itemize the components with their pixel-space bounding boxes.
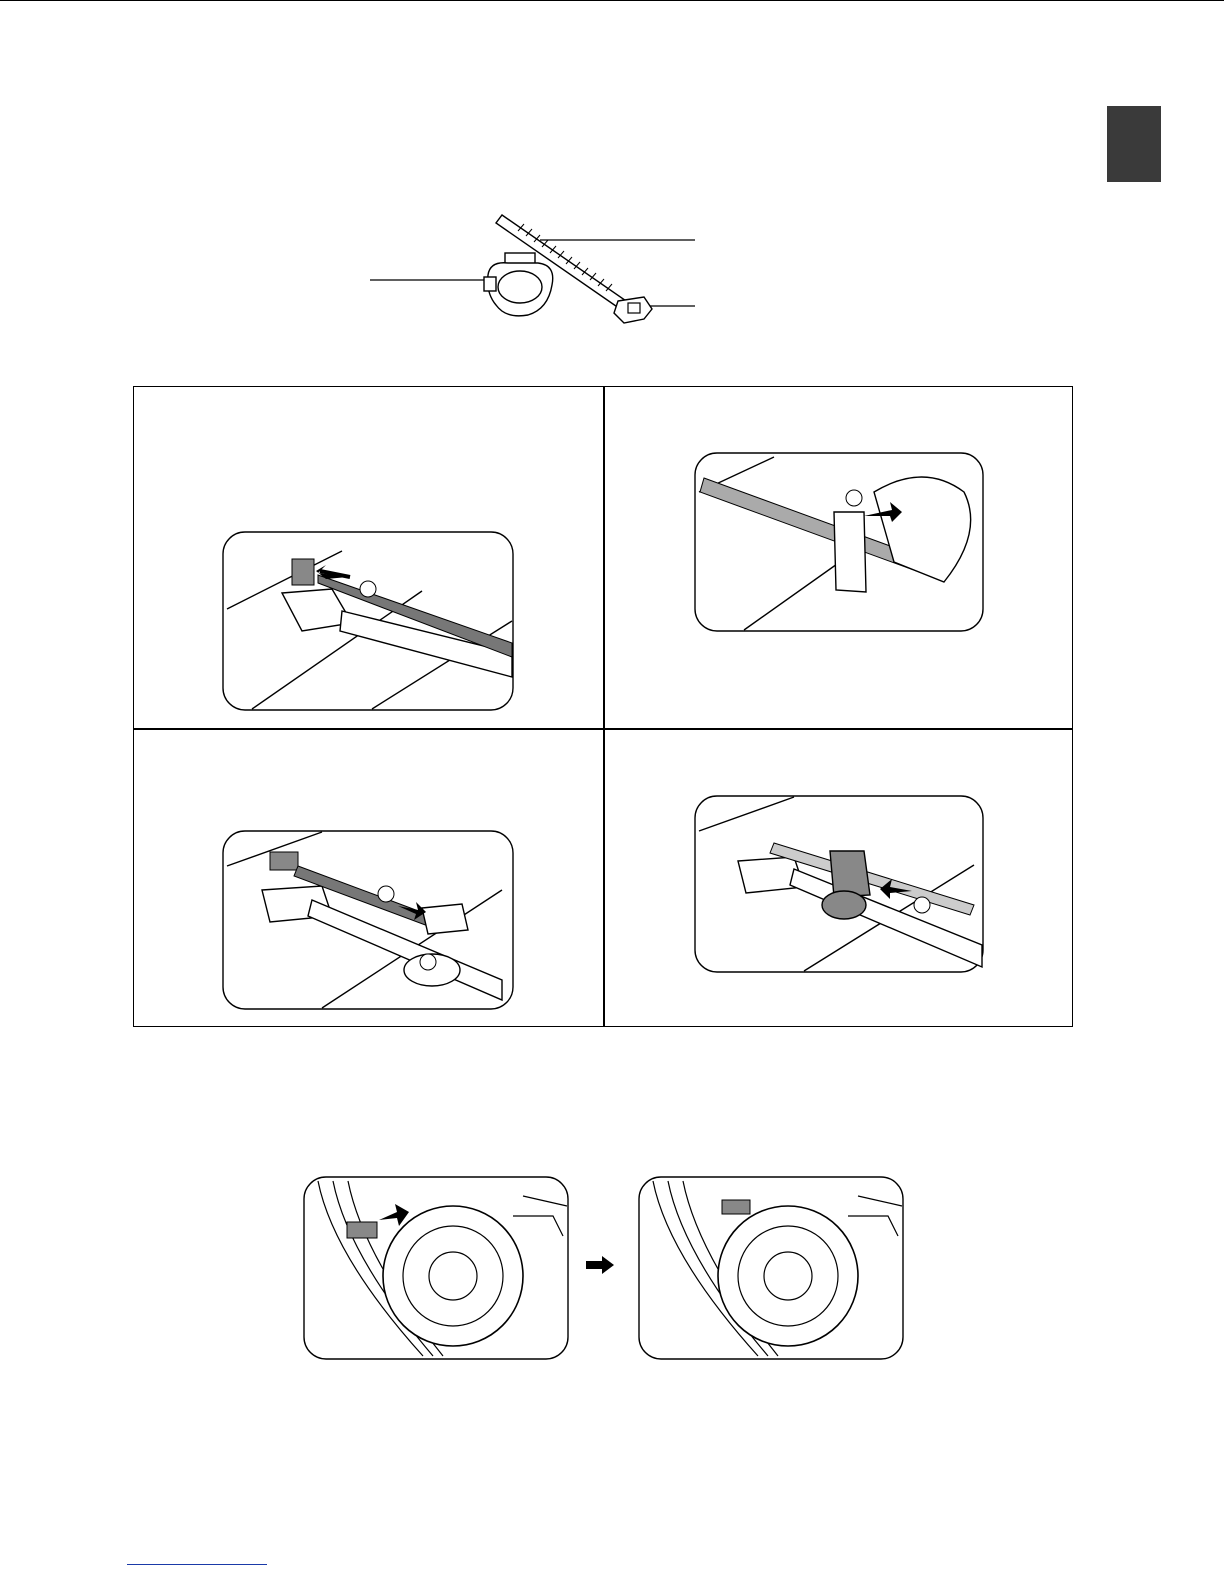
step-3-illustration: [222, 830, 514, 1010]
clamp-icon: [484, 253, 553, 316]
step-4-illustration: [694, 795, 984, 973]
top-rule: [0, 0, 1224, 1]
step-1-illustration: [222, 531, 514, 711]
lens-cap-before-illustration: [303, 1176, 569, 1360]
language-tab[interactable]: [1107, 106, 1161, 182]
parts-illustration: [360, 205, 710, 335]
arrow-icon: [586, 1256, 614, 1274]
footer-link-underline[interactable]: [127, 1564, 267, 1565]
lens-cap-after-illustration: [638, 1176, 904, 1360]
installation-steps-table: [133, 386, 1073, 1027]
step-2-illustration: [694, 452, 984, 632]
